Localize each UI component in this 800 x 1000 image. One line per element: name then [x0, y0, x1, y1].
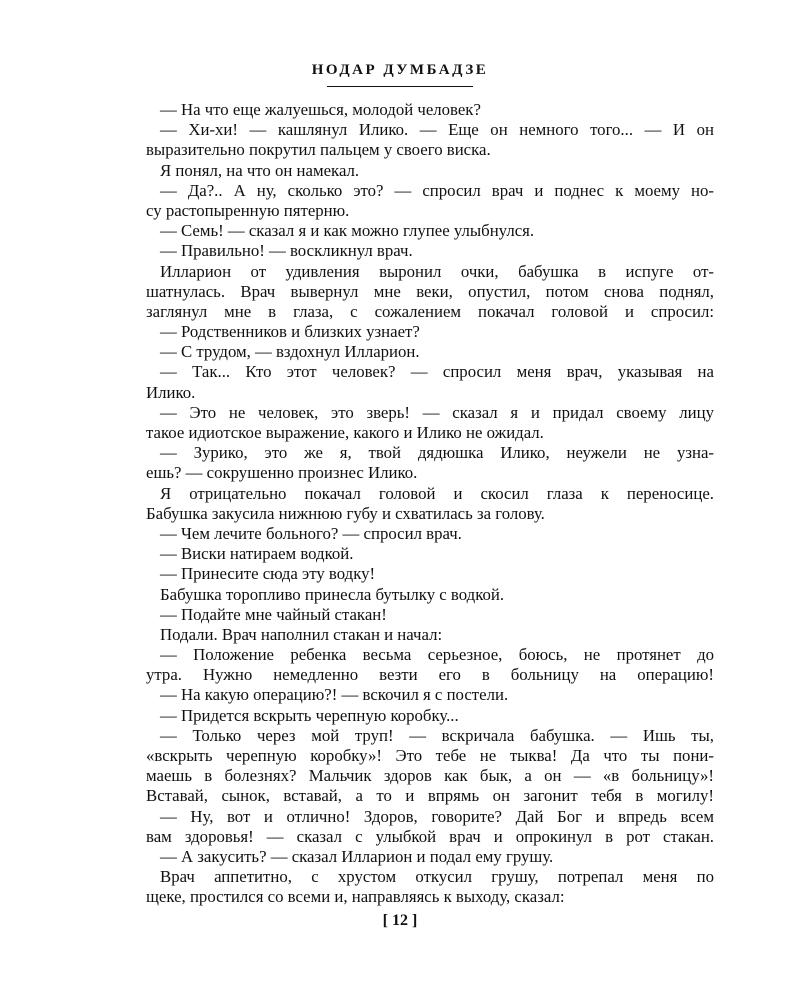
text-line: — Это не человек, это зверь! — сказал я и придал своему лицу: [160, 402, 714, 422]
text-line: — Только через мой труп! — вскричала бабушка. — Ишь ты,: [160, 725, 714, 745]
text-line: — Так... Кто этот человек? — спросил меня врач, указывая на: [160, 362, 714, 382]
text-line: Я понял, на что он намекал.: [160, 160, 360, 180]
text-line: — Хи-хи! — кашлянул Илико. — Еще он немного того... — И он: [160, 120, 714, 140]
text-line: Илларион от удивления выронил очки, бабушка в испуге от-: [160, 261, 714, 281]
text-line: вам здоровья! — сказал с улыбкой врач и опрокинул в рот стакан.: [146, 826, 714, 846]
text-line: — Придется вскрыть черепную коробку...: [160, 705, 459, 725]
page-number: [ 12 ]: [382, 912, 418, 929]
running-head-rule: [327, 86, 473, 87]
text-line: су растопыренную пятерню.: [146, 200, 350, 220]
text-line: утра. Нужно немедленно везти его в больницу на операцию!: [146, 665, 714, 685]
text-line: — Виски натираем водкой.: [160, 544, 354, 564]
text-line: такое идиотское выражение, какого и Илико не ожидал.: [146, 423, 544, 442]
text-line: Врач аппетитно, с хрустом откусил грушу, потрепал меня по: [160, 867, 714, 887]
body-text: [146, 100, 714, 908]
text-line: — С трудом, — вздохнул Илларион.: [160, 342, 420, 362]
text-line: — Семь! — сказал я и как можно глупее улыбнулся.: [160, 221, 535, 241]
text-line: — Ну, вот и отлично! Здоров, говорите? Дай Бог и впредь всем: [160, 806, 714, 826]
text-line: ешь? — сокрушенно произнес Илико.: [146, 463, 418, 483]
text-line: Я отрицательно покачал головой и скосил глаза к переносице.: [160, 483, 714, 503]
text-line: шатнулась. Врач вывернул мне веки, опустил, потом снова поднял,: [146, 281, 714, 301]
text-line: щеке, простился со всеми и, направляясь к выходу, сказал:: [146, 887, 565, 907]
text-line: Подали. Врач наполнил стакан и начал:: [160, 624, 443, 644]
text-line: заглянул мне в глаза, с сожалением покачал головой и спросил:: [146, 301, 714, 321]
text-line: Илико.: [146, 382, 196, 402]
text-line: — На что еще жалуешься, молодой человек?: [160, 100, 481, 119]
text-line: — Правильно! — воскликнул врач.: [160, 241, 413, 261]
text-line: выразительно покрутил пальцем у своего виска.: [146, 140, 491, 160]
text-line: — На какую операцию?! — вскочил я с постели.: [160, 685, 509, 705]
text-line: Бабушка торопливо принесла бутылку с водкой.: [160, 584, 505, 604]
text-line: — Да?.. А ну, сколько это? — спросил врач и поднес к моему но-: [160, 180, 714, 200]
text-line: маешь в болезнях? Мальчик здоров как бык, а он — «в больницу»!: [146, 766, 714, 786]
text-line: — Родственников и близких узнает?: [160, 322, 420, 342]
text-line: — Чем лечите больного? — спросил врач.: [160, 523, 462, 543]
text-line: — Подайте мне чайный стакан!: [160, 604, 387, 624]
text-line: — А закусить? — сказал Илларион и подал ему грушу.: [160, 846, 554, 866]
text-line: — Принесите сюда эту водку!: [160, 564, 376, 584]
text-line: «вскрыть черепную коробку»! Это тебе не тыква! Да что ты пони-: [146, 746, 714, 765]
text-line: Вставай, сынок, вставай, а то и впрямь он загонит тебя в могилу!: [146, 786, 714, 806]
text-line: — Зурико, это же я, твой дядюшка Илико, неужели не узна-: [160, 443, 714, 463]
text-line: — Положение ребенка весьма серьезное, боюсь, не протянет до: [160, 645, 714, 665]
text-line: Бабушка закусила нижнюю губу и схватилась за голову.: [146, 503, 545, 523]
running-head: НОДАР ДУМБАДЗЕ: [311, 62, 489, 78]
